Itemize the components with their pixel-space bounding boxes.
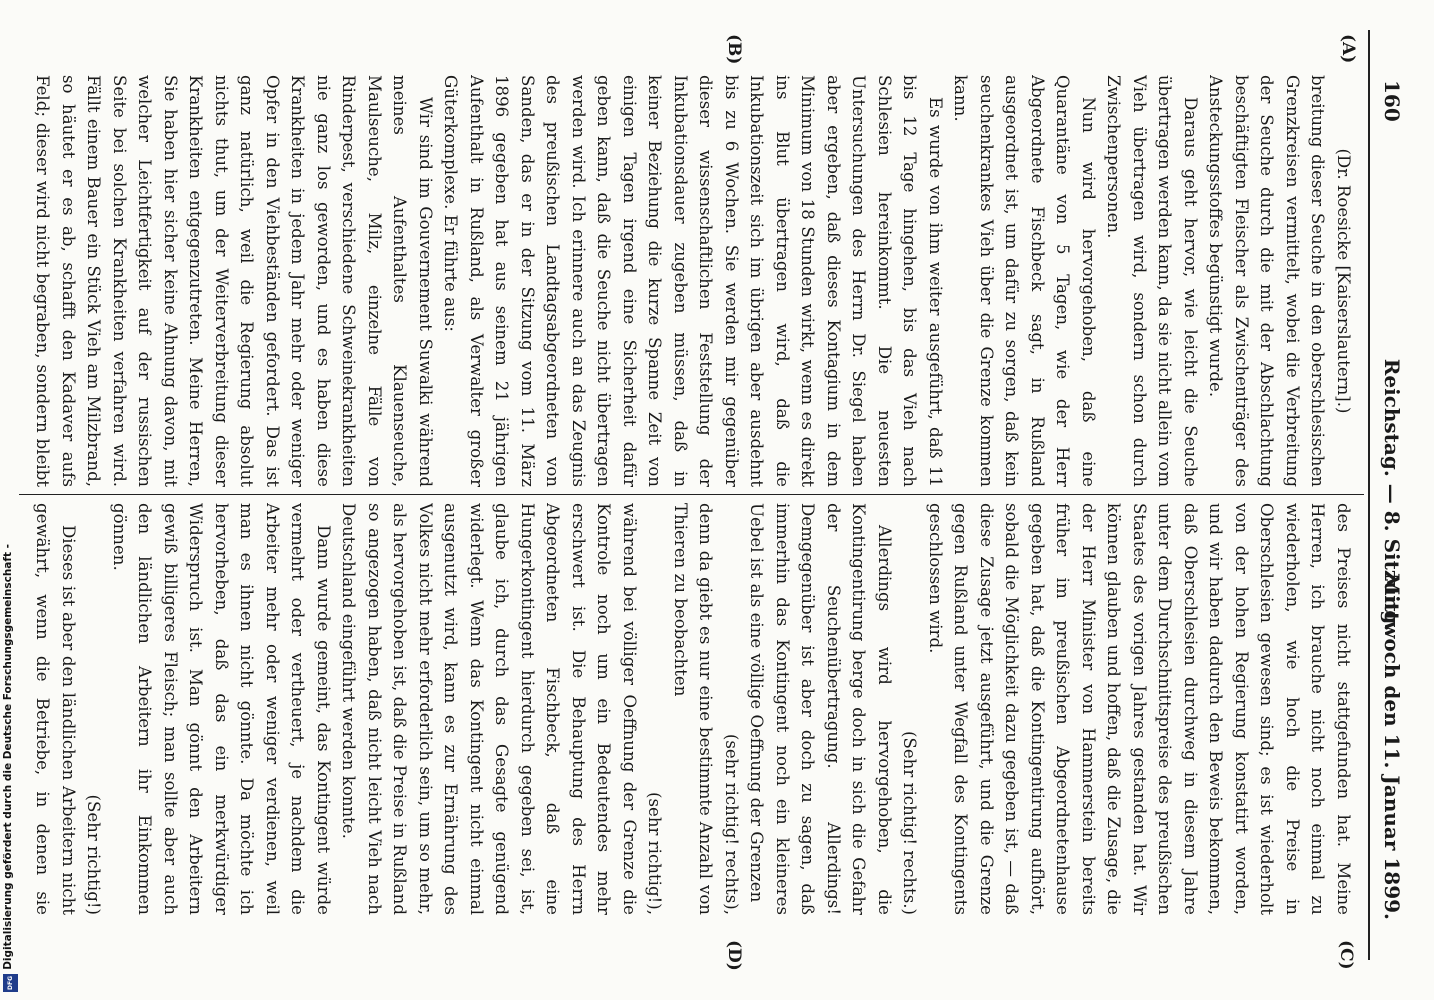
- speaker-label: (Dr. Roesicke [Kaiserslautern].): [1334, 148, 1353, 414]
- margin-marker-b: (B): [724, 34, 744, 65]
- paragraph: Daraus geht hervor, wie leicht die Seuche übertragen werden kann, da sie nicht allein vom Vieh übertragen wird, sondern schon durch Zwischenpersonen.: [1104, 75, 1200, 487]
- page-title: Reichstag. — 8. Sitzung.: [1380, 358, 1404, 632]
- paragraph: breitung dieser Seuche in den oberschlesischen Grenzkreisen vermittelt, wobei die Verbreitung der Seuche durch die mit der Abschlachtung beschäftigten Fleischer als Zwischenträger des Ansteckungsstoffes begünstigt wurde.: [1206, 75, 1328, 487]
- page-number: 160: [1380, 80, 1404, 122]
- paragraph: Es wurde von ihm weiter ausgeführt, daß 11 bis 12 Tage hingehen, bis das Vieh nach Schlesien hereinkommt. Die neuesten Untersuchungen des Herrn Dr. Siegel haben aber ergeben, daß dieses Kontagium in dem Minimum von 18 Stunden wirkt, wenn es direkt ins Blut übertragen wird, daß die Inkubationszeit sich im übrigen aber ausdehnt bis zu 6 Wochen. Sie werden mir gegenüber dieser wissenschaftlichen Feststellung der Inkubationsdauer zugeben müssen, daß in keiner Beziehung die kurze Spanne Zeit von einigen Tagen irgend eine Sicherheit dafür geben kann, daß die Seuche nicht übertragen werden wird. Ich erinnere auch an das Zeugnis des preußischen Landtagsabgeordneten von Sanden, das er in der Sitzung vom 11. März 1896 gegeben hat aus seinem 21 jährigen Aufenthalt in Rußland, als Verwalter großer Güterkomplexe. Er führte aus:: [441, 75, 945, 487]
- digitization-footer: [2, 524, 20, 994]
- paragraph: Nun wird hervorgehoben, daß eine Quarantäne von 5 Tagen, wie der Herr Abgeordnete Fischbeck sagt, in Rußland ausgeordnet ist, um dafür zu sorgen, daß kein seuchenkrankes Vieh über die Grenze kommen kann.: [951, 75, 1098, 487]
- interjection: (Sehr richtig! rechts.): [900, 731, 920, 915]
- session-date: Mittwoch den 11. Januar 1899.: [1380, 572, 1404, 920]
- left-column: [26, 75, 1356, 487]
- dfg-logo-icon: DFG: [3, 974, 18, 992]
- paragraph: des Preises nicht stattgefunden hat. Meine Herren, ich brauche nicht noch einmal zu wiederholen, wie hoch die Preise in Oberschlesien gewesen sind; es ist wiederholt von der hohen Regierung konstatirt worden, und wir haben dadurch den Beweis bekommen, daß Oberschlesien durchweg in diesem Jahre unter dem Durchschnittspreise des preußischen Staates des vorigen Jahres gestanden hat. Wir können glauben und hoffen, daß die Zusage, die der Herr Minister von Hammerstein bereits früher im preußischen Abgeordnetenhause gegeben hat, daß die Kontingentirung aufhört, sobald die Möglichkeit dazu gegeben ist, — daß diese Zusage jetzt ausgeführt, und die Grenze gegen Rußland unter Wegfall des Kontingents geschlossen wird.: [926, 503, 1353, 915]
- margin-marker-d: (D): [724, 940, 744, 971]
- interjection: (sehr richtig!),: [645, 792, 665, 915]
- margin-marker-c: (C): [1336, 940, 1356, 970]
- right-column: [26, 503, 1356, 915]
- interjection: (Sehr richtig!): [84, 794, 104, 915]
- paragraph: Allerdings wird hervorgehoben, die Kontingentirung berge doch in sich die Gefahr der Seuchenübertragung. Allerdings! Demgegenüber ist aber doch zu sagen, daß immerhin das Kontingent noch ein kleineres Uebel ist als eine völlige Oeffnung der Grenzen: [747, 503, 894, 915]
- paragraph: Dann wurde gemeint, das Kontingent würde vermehrt oder vertheuert, je nachdem die Arbeiter mehr oder weniger verdienen, weil man es ihnen nicht gönnte. Da möchte ich hervorheben, daß das ein merkwürdiger Widerspruch ist. Man gönnt den Arbeitern gewiß billigeres Fleisch; man sollte aber auch den ländlichen Arbeitern ihr Einkommen gönnen.: [110, 503, 333, 915]
- paragraph: während bei völliger Oeffnung der Grenze die Kontrole noch um ein Bedeutendes mehr erschwert ist. Die Behauptung des Herrn Abgeordneten Fischbeck, daß eine Hungerkontingent hierdurch gegeben sei, ist, glaube ich, durch das Gesagte genügend widerlegt. Wenn das Kontingent nicht einmal ausgenutzt wird, kann es zur Ernährung des Volkes nicht mehr erforderlich sein, um so mehr, als hervorgehoben ist, daß die Preise in Rußland so angezogen haben, daß nicht leicht Vieh nach Deutschland eingeführt werden konnte.: [339, 503, 639, 915]
- margin-marker-a: (A): [1338, 34, 1358, 64]
- paragraph: denn da giebt es nur eine bestimmte Anzahl von Thieren zu beobachten: [671, 503, 716, 915]
- funding-notice: Digitalisierung gefördert durch die Deutsche Forschungsgemeinschaft -: [2, 544, 14, 970]
- paragraph: Dieses ist aber den ländlichen Arbeitern nicht gewährt, wenn die Betriebe, in denen sie: [33, 503, 78, 915]
- page-header: [1368, 30, 1410, 960]
- interjection: (sehr richtig! rechts),: [722, 733, 741, 915]
- column-divider: [19, 494, 1364, 495]
- quote-paragraph: Wir sind im Gouvernement Suwalki während meines Aufenthaltes Klauenseuche, Maulseuche, Milz, einzelne Fälle von Rinderpest, verschiedene Schweinekrankheiten nie ganz los geworden, und es haben diese Krankheiten in jedem Jahr mehr oder weniger Opfer in den Viehbeständen gefordert. Das ist ganz natürlich, weil die Regierung absolut nichts thut, um der Weiterverbreitung dieser Krankheiten entgegenzutreten. Meine Herren, Sie haben hier sicher keine Ahnung davon, mit welcher Leichtfertigkeit auf der russischen Seite bei solchen Krankheiten verfahren wird. Fällt einem Bauer ein Stück Vieh am Milzbrand, so häutet er es ab, schafft den Kadaver aufs Feld; dieser wird nicht begraben, sondern bleibt: [33, 75, 435, 487]
